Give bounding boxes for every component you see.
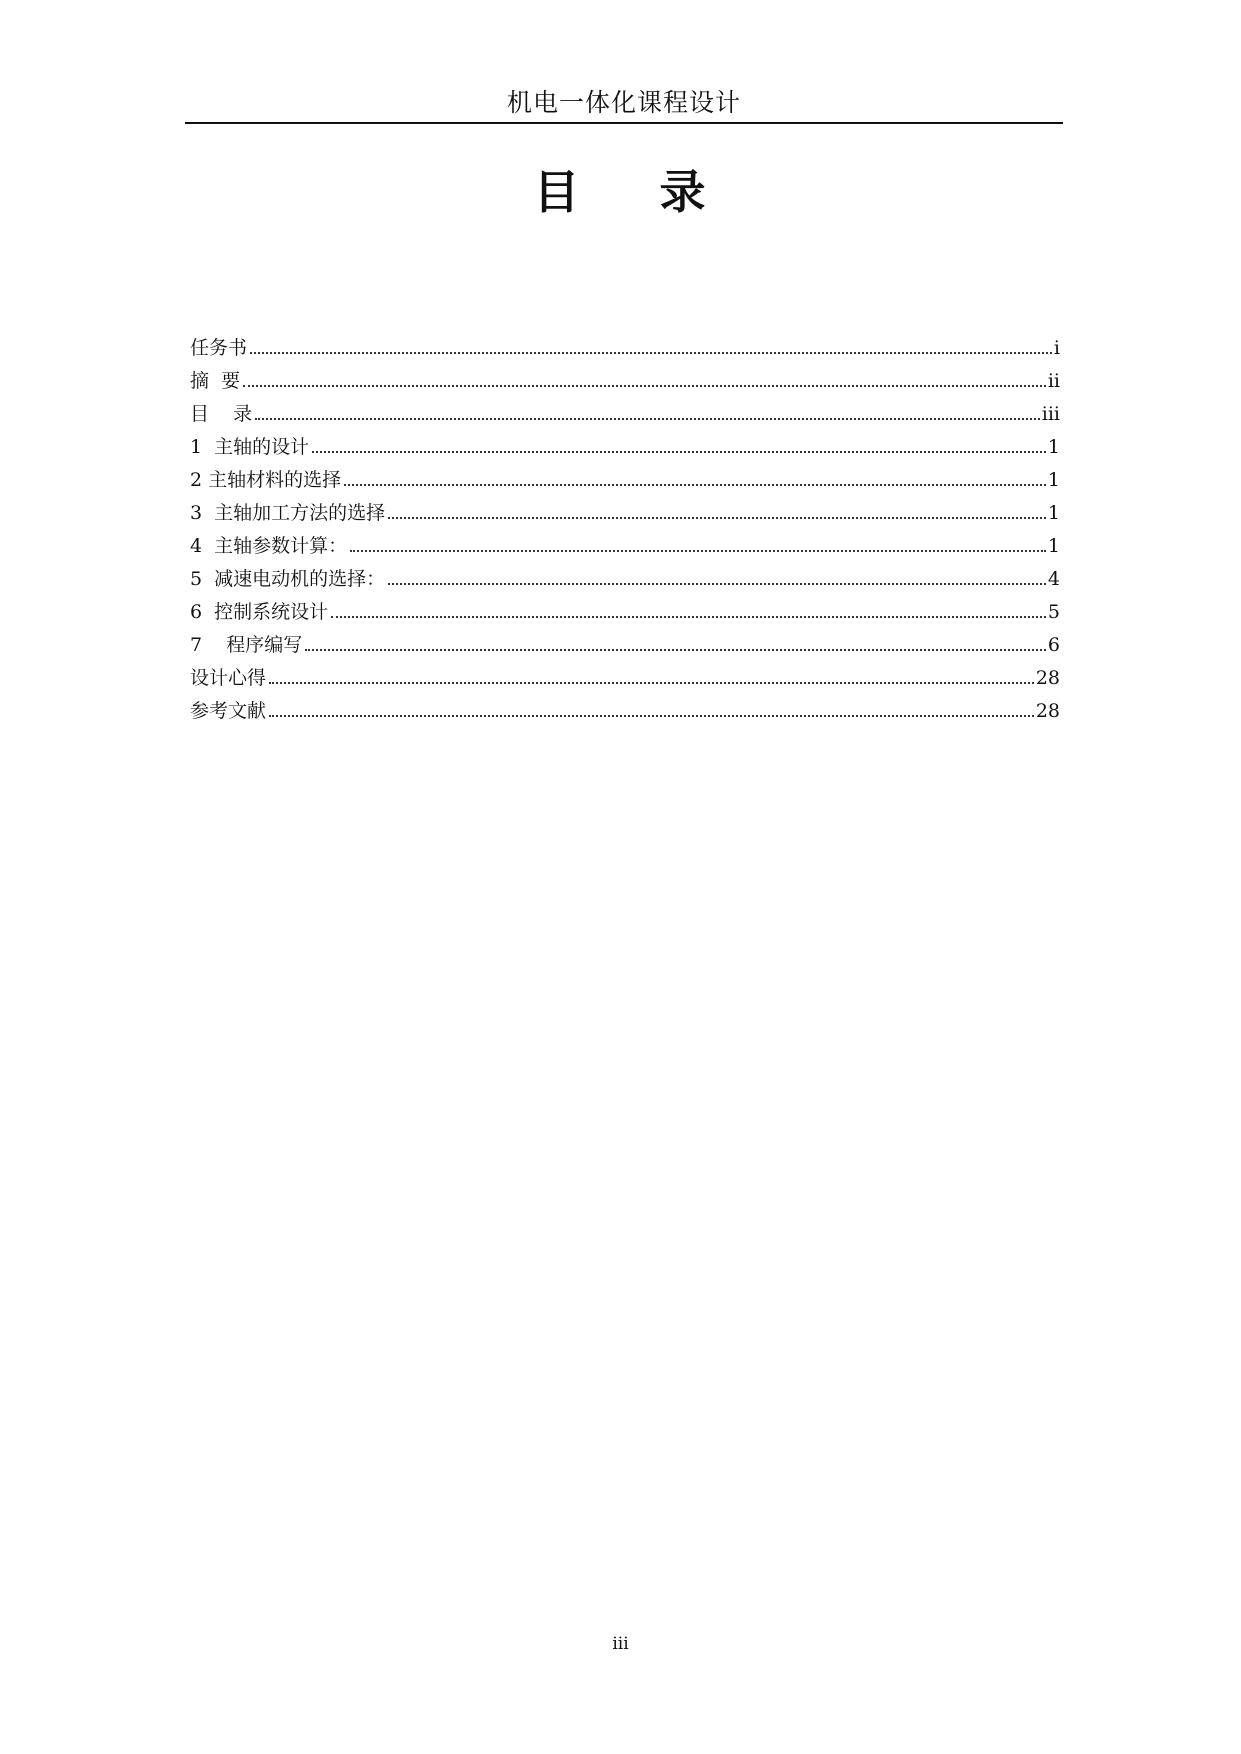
toc-entry-page: 1 [1047, 469, 1060, 491]
toc-entry[interactable] [190, 464, 1060, 497]
toc-dot-leader [243, 385, 1046, 387]
toc-entry[interactable] [190, 497, 1060, 530]
toc-title-char-1: 目 [533, 165, 582, 219]
toc-dot-leader [312, 451, 1046, 453]
toc-dot-leader [250, 352, 1052, 354]
toc-entry-page: 5 [1047, 601, 1060, 623]
header-rule [185, 122, 1063, 124]
toc-entry-label: 摘 要 [190, 370, 241, 392]
toc-entry[interactable] [190, 662, 1060, 695]
toc-dot-leader [255, 418, 1040, 420]
toc-title [0, 160, 1241, 224]
toc-title-char-2: 录 [659, 165, 708, 219]
toc-entry-page: iii [1041, 403, 1060, 425]
toc-dot-leader [388, 517, 1046, 519]
toc-dot-leader [305, 649, 1046, 651]
toc-entry[interactable] [190, 530, 1060, 563]
toc-entry-page: 6 [1047, 634, 1060, 656]
toc-entry[interactable] [190, 398, 1060, 431]
toc-dot-leader [344, 484, 1046, 486]
toc-entry-page: i [1053, 337, 1060, 359]
toc-entry-page: 28 [1035, 700, 1060, 722]
toc-entry-label: 7 程序编写 [190, 634, 303, 656]
toc-entry-label: 任务书 [190, 337, 248, 359]
toc-entry-label: 3 主轴加工方法的选择 [190, 502, 386, 524]
toc-dot-leader [331, 616, 1046, 618]
page-number: iii [612, 1634, 629, 1654]
toc-entry-page: 1 [1047, 502, 1060, 524]
toc-entry-page: 1 [1047, 436, 1060, 458]
toc-entry-page: 28 [1035, 667, 1060, 689]
table-of-contents [190, 332, 1060, 728]
toc-entry-label: 1 主轴的设计 [190, 436, 310, 458]
toc-entry-label: 4 主轴参数计算： [190, 535, 348, 557]
toc-entry[interactable] [190, 596, 1060, 629]
toc-entry-label: 2 主轴材料的选择 [190, 469, 342, 491]
toc-entry-label: 目 录 [190, 403, 253, 425]
toc-entry[interactable] [190, 695, 1060, 728]
toc-entry-page: ii [1047, 370, 1060, 392]
page-header-title: 机电一体化课程设计 [506, 88, 741, 117]
toc-entry-label: 6 控制系统设计 [190, 601, 329, 623]
toc-dot-leader [269, 715, 1034, 717]
toc-entry[interactable] [190, 365, 1060, 398]
toc-dot-leader [350, 550, 1046, 552]
toc-entry-label: 参考文献 [190, 700, 267, 722]
toc-entry-label: 设计心得 [190, 667, 267, 689]
toc-entry-label: 5 减速电动机的选择： [190, 568, 386, 590]
toc-dot-leader [388, 583, 1046, 585]
toc-entry[interactable] [190, 563, 1060, 596]
toc-entry[interactable] [190, 629, 1060, 662]
toc-entry-page: 1 [1047, 535, 1060, 557]
toc-dot-leader [269, 682, 1034, 684]
toc-entry[interactable] [190, 431, 1060, 464]
toc-entry[interactable] [190, 332, 1060, 365]
toc-entry-page: 4 [1047, 568, 1060, 590]
